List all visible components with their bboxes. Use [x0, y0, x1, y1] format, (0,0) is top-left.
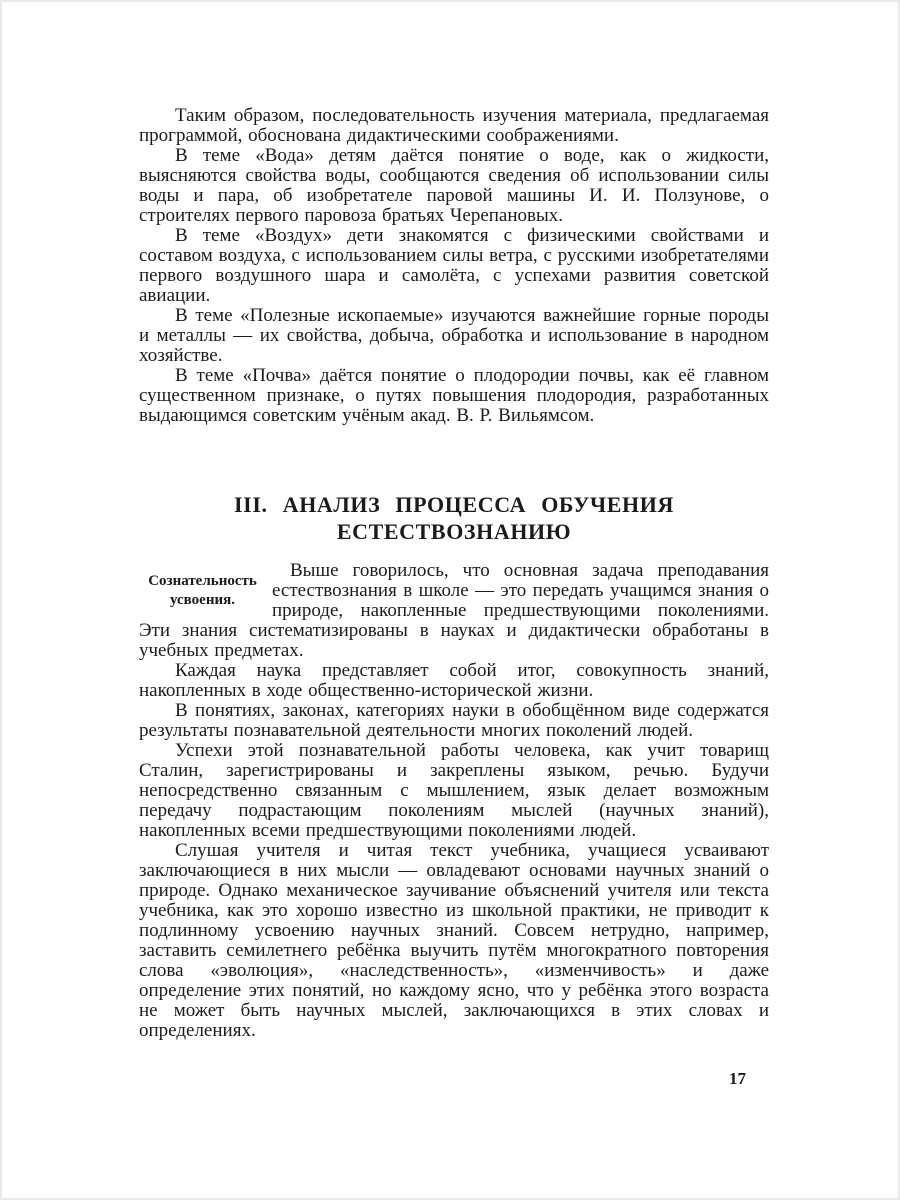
paragraph-with-margin-note — [139, 561, 769, 661]
paragraph: Выше говорилось, что основная задача преподавания естествознания в школе — это передать учащимся знания о природе, накопленные предшествующими поколениями. Эти знания систематизированы в науках и дидактически обработаны в учебных предметах. — [139, 560, 769, 661]
margin-note — [139, 561, 272, 621]
intro-text-block — [139, 106, 769, 426]
paragraph: В теме «Полезные ископаемые» изучаются важнейшие горные породы и металлы — их свойства, добыча, обработка и использование в народном хозяйстве. — [139, 305, 769, 366]
paragraph: Каждая наука представляет собой итог, совокупность знаний, накопленных в ходе общественно-исторической жизни. — [139, 660, 769, 701]
paragraph: Таким образом, последовательность изучения материала, предлагаемая программой, обоснована дидактическими соображениями. — [139, 105, 769, 146]
paragraph: В теме «Почва» даётся понятие о плодородии почвы, как её главном существенном признаке, о путях повышения плодородия, разработанных выдающимся советским учёным акад. В. Р. Вильямсом. — [139, 365, 769, 426]
paragraph: Слушая учителя и читая текст учебника, учащиеся усваивают заключающиеся в них мысли — овладевают основами научных знаний о природе. Однако механическое заучивание объяснений учителя или текста учебника, как это хорошо известно из школьной практики, не приводит к подлинному усвоению научных знаний. Совсем нетрудно, например, заставить семилетнего ребёнка выучить путём многократного повторения слова «эволюция», «наследственность», «изменчивость» и даже определение этих понятий, но каждому ясно, что у ребёнка этого возраста не может быть научных мыслей, заключающихся в этих словах и определениях. — [139, 840, 769, 1041]
paragraph: В теме «Воздух» дети знакомятся с физическими свойствами и составом воздуха, с использованием силы ветра, с русскими изобретателями первого воздушного шара и самолёта, с успехами развития советской авиации. — [139, 225, 769, 306]
chapter-heading-line2: ЕСТЕСТВОЗНАНИЮ — [336, 519, 572, 544]
paragraph: В теме «Вода» детям даётся понятие о воде, как о жидкости, выясняются свойства воды, сообщаются сведения об использовании силы воды и пара, об изобретателе паровой машины И. И. Ползунове, о строителях первого паровоза братьях Черепановых. — [139, 145, 769, 226]
paragraph: Успехи этой познавательной работы человека, как учит товарищ Сталин, зарегистрированы и закреплены языком, речью. Будучи непосредственно связанным с мышлением, язык делает возможным передачу подрастающим поколениям мыслей (научных знаний), накопленных всеми предшествующими поколениями людей. — [139, 740, 769, 841]
section-text-block — [139, 561, 769, 1041]
margin-note-label: Сознательность усвоения. — [148, 573, 257, 608]
page-number: 17 — [729, 1069, 746, 1088]
chapter-heading — [139, 491, 769, 545]
chapter-heading-line1: III. АНАЛИЗ ПРОЦЕССА ОБУЧЕНИЯ — [234, 492, 674, 517]
paragraph: В понятиях, законах, категориях науки в обобщённом виде содержатся результаты познавательной деятельности многих поколений людей. — [139, 700, 769, 741]
